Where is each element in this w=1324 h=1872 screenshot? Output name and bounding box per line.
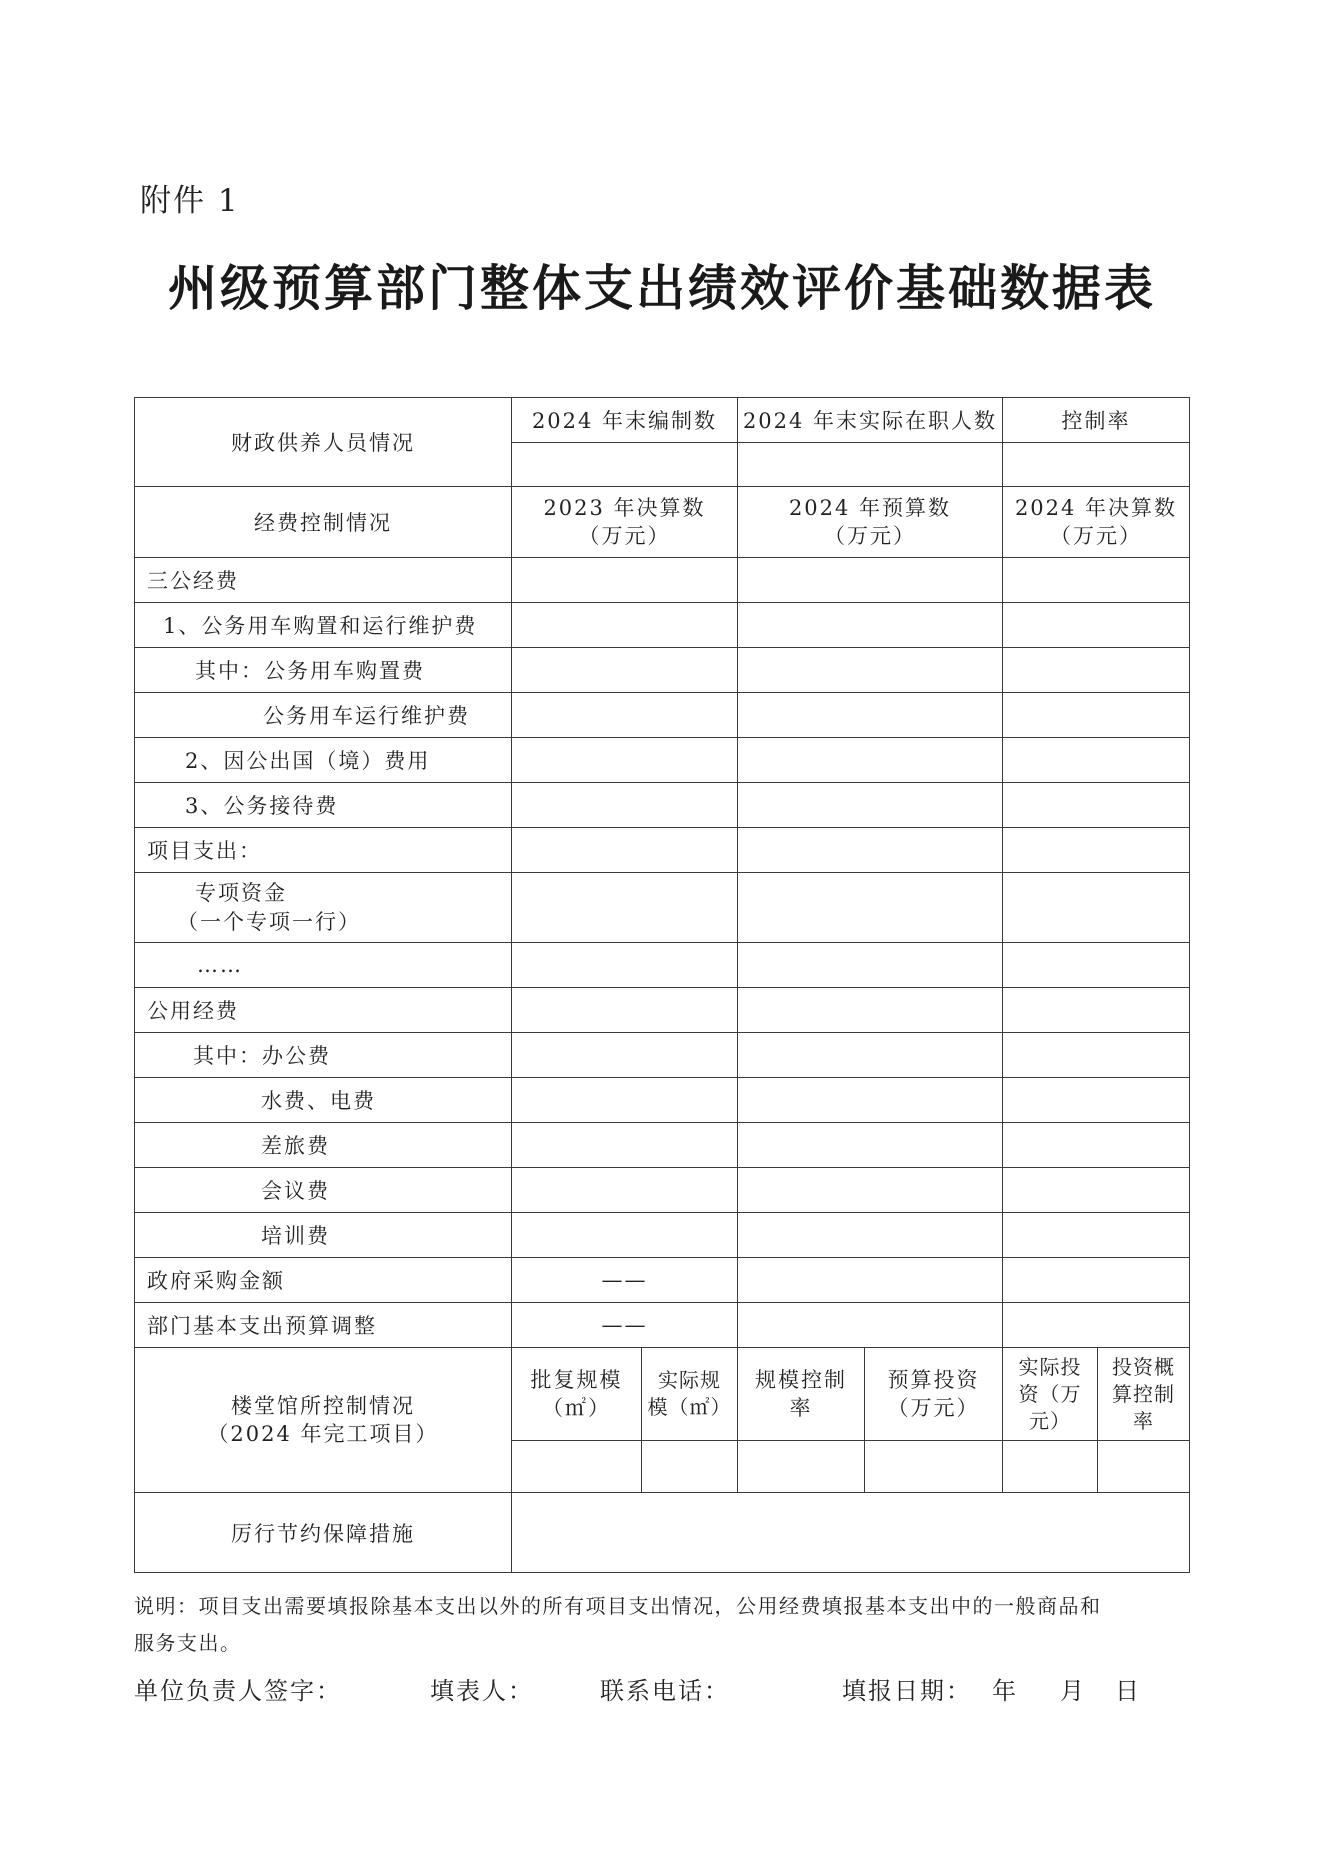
sign-head-label: 单位负责人签字： [134,1677,342,1705]
table-cell[interactable] [512,873,738,943]
table-cell[interactable] [1003,1078,1190,1123]
table-cell[interactable] [1003,783,1190,828]
table-cell[interactable] [738,1033,1003,1078]
table-cell[interactable] [1003,1258,1190,1303]
table-cell[interactable] [738,1078,1003,1123]
table-cell[interactable] [1003,1441,1098,1493]
table-cell[interactable] [1003,988,1190,1033]
table-cell[interactable] [1003,648,1190,693]
table-cell[interactable] [512,1213,738,1258]
sign-date-label: 填报日期： [842,1677,972,1705]
sign-month: 月 [1060,1677,1086,1705]
table-cell[interactable] [738,1441,865,1493]
row-label-sangong: 三公经费 [135,558,512,603]
table-cell[interactable] [642,1441,738,1493]
table-cell[interactable] [1003,558,1190,603]
row-label-utilities: 水费、电费 [135,1078,512,1123]
table-cell[interactable] [512,988,738,1033]
row-label-car-purchase: 其中：公务用车购置费 [135,648,512,693]
table-cell[interactable] [1003,943,1190,988]
table-cell[interactable] [512,603,738,648]
table-cell[interactable] [738,648,1003,693]
staff-cell[interactable] [512,443,738,487]
building-header-approved: 批复规模 （㎡） [512,1348,642,1441]
table-cell[interactable] [738,828,1003,873]
funds-header-2: 2024 年预算数 （万元） [738,487,1003,558]
table-cell[interactable] [512,1168,738,1213]
sign-filler-label: 填表人： [430,1677,534,1705]
table-cell[interactable] [512,1033,738,1078]
sign-year: 年 [992,1677,1018,1705]
row-label-public: 公用经费 [135,988,512,1033]
table-cell[interactable] [512,1123,738,1168]
table-cell[interactable] [512,693,738,738]
table-cell[interactable] [738,873,1003,943]
row-label-procurement: 政府采购金额 [135,1258,512,1303]
table-cell[interactable] [512,783,738,828]
building-label: 楼堂馆所控制情况 （2024 年完工项目） [135,1348,512,1493]
staff-cell[interactable] [738,443,1003,487]
row-label-office: 其中：办公费 [135,1033,512,1078]
frugal-label: 厉行节约保障措施 [135,1493,512,1573]
table-cell[interactable] [738,738,1003,783]
building-header-invest-rate: 投资概 算控制 率 [1098,1348,1190,1441]
table-cell[interactable] [738,783,1003,828]
building-header-budget: 预算投资 （万元） [865,1348,1003,1441]
table-cell[interactable] [1003,693,1190,738]
building-header-actual-invest: 实际投 资（万 元） [1003,1348,1098,1441]
row-label-training: 培训费 [135,1213,512,1258]
building-header-actual: 实际规 模（㎡） [642,1348,738,1441]
row-label-project: 项目支出： [135,828,512,873]
table-cell[interactable] [512,648,738,693]
row-label-car-total: 1、公务用车购置和运行维护费 [135,603,512,648]
row-label-reception: 3、公务接待费 [135,783,512,828]
table-cell[interactable] [738,1168,1003,1213]
table-cell[interactable] [1003,1123,1190,1168]
form-title: 州级预算部门整体支出绩效评价基础数据表 [167,259,1156,317]
procurement-dash: —— [512,1258,738,1303]
table-cell[interactable] [512,1441,642,1493]
table-cell[interactable] [738,988,1003,1033]
adjust-dash: —— [512,1303,738,1348]
building-header-scale-rate: 规模控制 率 [738,1348,865,1441]
staff-header-1: 2024 年末编制数 [512,398,738,443]
frugal-cell[interactable] [512,1493,1190,1573]
table-cell[interactable] [1003,1303,1190,1348]
form-note: 说明：项目支出需要填报除基本支出以外的所有项目支出情况，公用经费填报基本支出中的一般商品和 服务支出。 [134,1594,1102,1655]
staff-label-cell [135,398,512,487]
row-label-travel: 差旅费 [135,1123,512,1168]
funds-label: 经费控制情况 [135,487,512,558]
funds-header-3: 2024 年决算数 （万元） [1003,487,1190,558]
table-cell[interactable] [512,943,738,988]
table-cell[interactable] [1003,1213,1190,1258]
row-label-adjust: 部门基本支出预算调整 [135,1303,512,1348]
table-cell[interactable] [512,828,738,873]
table-cell[interactable] [738,1303,1003,1348]
table-cell[interactable] [738,603,1003,648]
table-cell[interactable] [738,1123,1003,1168]
staff-header-2: 2024 年末实际在职人数 [738,398,1003,443]
sign-day: 日 [1115,1677,1141,1705]
row-label-ellipsis: …… [135,943,512,988]
row-label-car-maintenance: 公务用车运行维护费 [135,693,512,738]
table-cell[interactable] [1003,1168,1190,1213]
sign-phone-label: 联系电话： [600,1677,730,1705]
table-cell[interactable] [512,558,738,603]
table-cell[interactable] [738,943,1003,988]
table-cell[interactable] [738,693,1003,738]
data-table [134,397,1190,1573]
attachment-label: 附件 1 [140,183,240,219]
staff-header-3: 控制率 [1003,398,1190,443]
table-cell[interactable] [738,558,1003,603]
staff-cell[interactable] [1003,443,1190,487]
table-cell[interactable] [1003,1033,1190,1078]
table-cell[interactable] [1003,738,1190,783]
table-cell[interactable] [738,1213,1003,1258]
table-cell[interactable] [1003,828,1190,873]
staff-label: 财政供养人员情况 [231,431,415,455]
row-label-abroad: 2、因公出国（境）费用 [135,738,512,783]
funds-header-1: 2023 年决算数 （万元） [512,487,738,558]
row-label-meeting: 会议费 [135,1168,512,1213]
table-cell[interactable] [1003,873,1190,943]
table-cell[interactable] [1098,1441,1190,1493]
table-cell[interactable] [865,1441,1003,1493]
row-label-special: 专项资金 （一个专项一行） [135,873,512,943]
table-cell[interactable] [1003,603,1190,648]
table-cell[interactable] [512,1078,738,1123]
table-cell[interactable] [738,1258,1003,1303]
table-cell[interactable] [512,738,738,783]
